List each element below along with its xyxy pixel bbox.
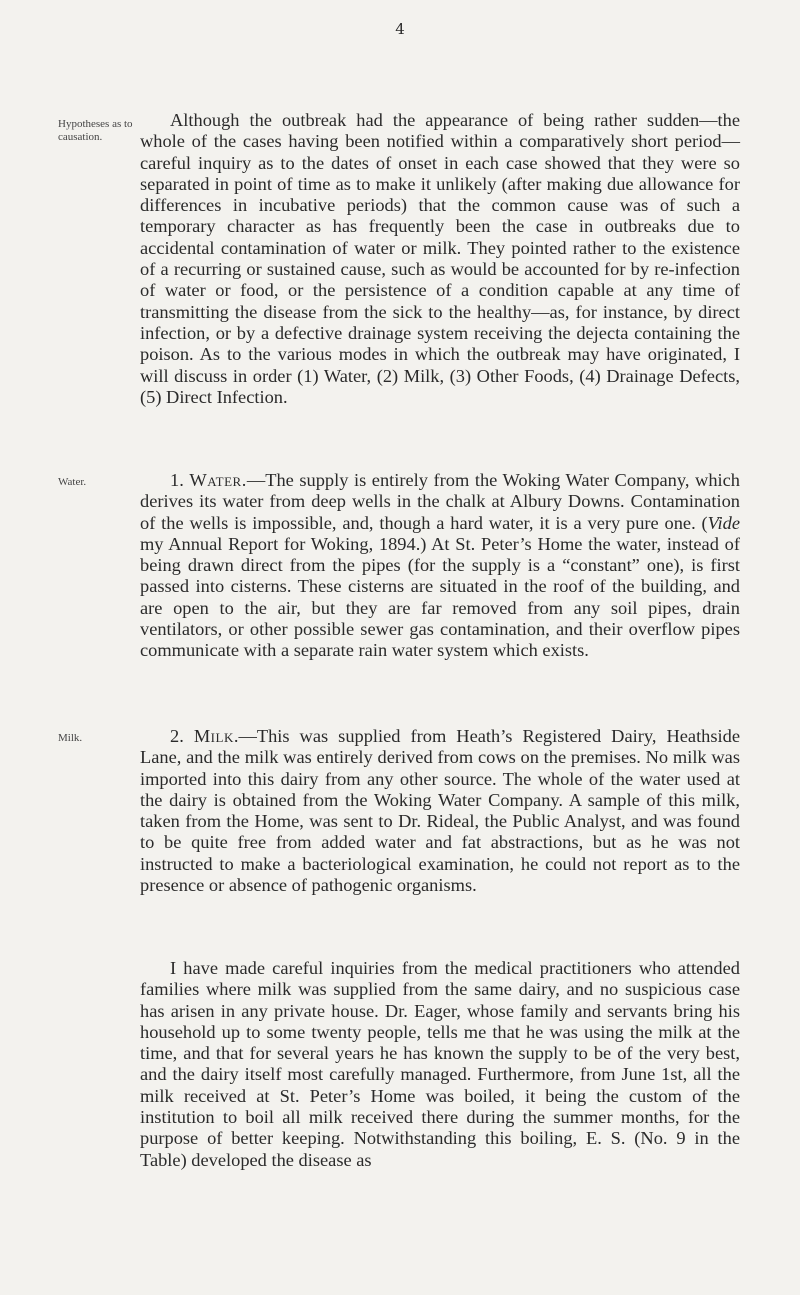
water-text-a: —The supply is entirely from the Woking Water Company, which derives its water from deep wells in the chalk at Albury Downs. Contamination of the wells is impossible, and, though a hard water, it is a very pure one. ( — [140, 470, 740, 533]
page-number: 4 — [395, 20, 405, 38]
water-text-b: my Annual Report for Woking, 1894.) At St. Peter’s Home the water, instead of being drawn direct from the pipes (for the supply is a “constant” one), is first passed into cisterns. These cisterns are situated in the roof of the building, and are open to the air, but they are far removed from any soil pipes, drain ventilators, or other possible sewer gas contamination, and their overflow pipes communicate with a separate rain water system which exists. — [140, 533, 740, 661]
intro-paragraph: Although the outbreak had the appearance of being rather sudden—the whole of the cases having been notified within a comparatively short period—careful inquiry as to the dates of onset in each case showed that they were so separated in point of time as to make it unlikely (after making due allowance for differences in incubative periods) that the common cause was of such a temporary character as has frequently been the case in outbreaks due to accidental contamination of water or milk. They pointed rather to the existence of a recurring or sustained cause, such as would be accounted for by re-infection of water or food, or the persistence of a condition capable at any time of transmitting the disease from the sick to the healthy—as, for instance, by direct infection, or by a defective drainage system receiving the dejecta containing the poison. As to the various modes in which the outbreak may have originated, I will discuss in order (1) Water, (2) Milk, (3) Other Foods, (4) Drainage Defects, (5) Direct Infection. — [140, 110, 740, 407]
margin-note-milk: Milk. — [58, 732, 83, 744]
water-heading: Water. — [189, 470, 247, 490]
margin-note-hypotheses: Hypotheses as to causation. — [58, 118, 133, 143]
milk-heading: Milk — [193, 726, 234, 746]
water-number: 1. — [170, 470, 184, 490]
vide-word: Vide — [707, 512, 740, 533]
milk-number: 2. — [170, 726, 184, 746]
milk-continued-paragraph: I have made careful inquiries from the medical practitioners who attended families where milk was supplied from the same dairy, and no suspicious case has arisen in any private house. Dr. Eager, whose family and servants bring his household up to some twenty people, tells me that he was using the milk at the time, and that for several years he has known the supply to be of the very best, and the dairy itself most carefully managed. Furthermore, from June 1st, all the milk received at St. Peter’s Home was boiled, it being the custom of the institution to boil all milk received there during the summer months, for the purpose of better keeping. Notwithstanding this boiling, E. S. (No. 9 in the Table) developed the disease as — [140, 958, 740, 1170]
milk-paragraph — [140, 726, 740, 896]
milk-text: .—This was supplied from Heath’s Registered Dairy, Heathside Lane, and the milk was entirely derived from cows on the premises. No milk was imported into this dairy from any other source. The whole of the water used at the dairy is obtained from the Woking Water Company. A sample of this milk, taken from the Home, was sent to Dr. Rideal, the Public Analyst, and was found to be quite free from added water and fat abstractions, but as he was not instructed to make a bacteriological examination, he could not report as to the presence or absence of pathogenic organisms. — [140, 726, 740, 896]
margin-note-water: Water. — [58, 476, 87, 488]
water-paragraph — [140, 470, 740, 662]
